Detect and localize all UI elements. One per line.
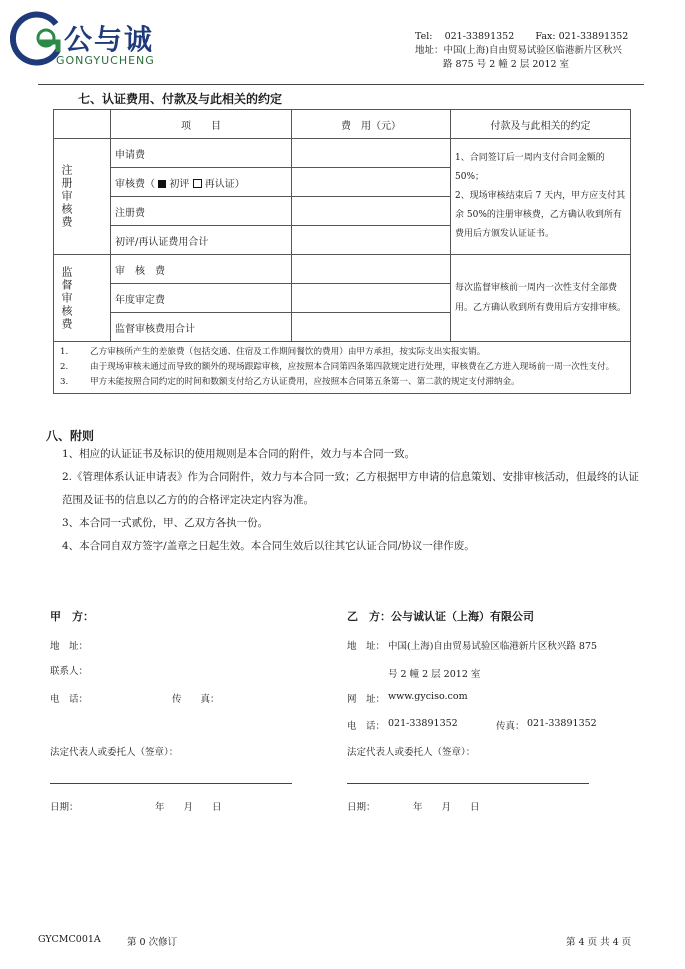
col-fee-header: 费 用（元） [292,110,451,139]
section8-title: 八、附则 [46,429,95,443]
party-b-date-ymd: 年 月 日 [413,802,480,813]
party-b-rep-label: 法定代表人或委托人（签章）： [347,747,476,758]
party-b-address-label: 地 址： [347,641,386,652]
note-2: 2. 由于现场审核未通过而导致的额外的现场跟踪审核，应按照本合同第四条第四款规定进行处理，审核费在乙方进入现场前一周一次性支付。 [60,362,615,372]
section8-list [62,443,642,558]
fee-row-annual: 年度审定费 [111,284,292,313]
fee-table [53,109,631,394]
col-terms-header: 付款及与此相关的约定 [451,110,631,139]
footer-revision: 第 0 次修订 [127,937,178,948]
audit-opt-initial: 初评 [169,178,190,190]
group1-label: 注册审核费 [60,164,73,229]
party-b-address-1: 中国(上海)自由贸易试验区临港新片区秋兴路 875 [388,641,598,652]
fee-input-registration[interactable] [292,197,451,226]
col-item-header: 项 目 [111,110,292,139]
logo [10,10,170,70]
fee-input-group2-total[interactable] [292,313,451,342]
audit-opt-recert: 再认证） [204,178,245,190]
group1-terms-2: 2、现场审核结束后 7 天内，甲方应支付其余 50%的注册审核费，乙方确认收到所有费用后方颁发认证证书。 [455,191,626,239]
party-a-contact-label: 联系人： [50,666,89,677]
attach-item-3: 3、本合同一式贰份，甲、乙双方各执一份。 [62,517,269,529]
group1-terms [451,139,631,255]
fee-input-application[interactable] [292,139,451,168]
party-b-web[interactable]: www.gyciso.com [388,691,468,702]
checkbox-checked-icon[interactable] [158,180,166,188]
fee-input-surveillance[interactable] [292,255,451,284]
tel-label: Tel: [415,31,433,42]
fee-notes [54,342,631,394]
party-b-fax: 021-33891352 [527,718,597,729]
party-b-signature-line[interactable] [347,783,589,784]
party-a-fax-label: 传 真： [172,694,220,705]
fax-label: Fax: [535,31,556,42]
section7-title: 七、认证费用、付款及与此相关的约定 [78,92,283,106]
party-b-phone: 021-33891352 [388,718,458,729]
header-contact [415,30,628,44]
party-a-address-label: 地 址： [50,641,89,652]
group2-terms: 每次监督审核前一周内一次性支付全部费用。乙方确认收到所有费用后方安排审核。 [451,255,631,342]
party-a-title: 甲 方： [50,610,94,623]
party-b-title: 乙 方：公与诚认证（上海）有限公司 [347,610,534,623]
fee-row-application: 申请费 [111,139,292,168]
party-b-phone-label: 电 话： [347,721,386,732]
party-b-date-label: 日期： [347,802,376,813]
party-a-date-ymd: 年 月 日 [155,802,222,813]
attach-item-1: 1、相应的认证证书及标识的使用规则是本合同的附件，效力与本合同一致。 [62,448,416,460]
fee-row-surveillance: 审 核 费 [111,255,292,284]
fee-input-audit[interactable] [292,168,451,197]
tel-value: 021-33891352 [444,31,515,42]
group2-label: 监督审核费 [60,265,73,331]
group1-terms-1: 1、合同签订后一周内支付合同金额的 50%； [455,153,605,182]
fee-row-audit [111,168,292,197]
fee-row-group2-total: 监督审核费用合计 [111,313,292,342]
party-b-fax-label: 传真： [496,721,525,732]
fee-input-group1-total[interactable] [292,226,451,255]
party-a-date-label: 日期： [50,802,79,813]
party-a-rep-label: 法定代表人或委托人（签章）： [50,747,179,758]
group2-label-cell [54,255,111,342]
logo-cn-text: 公与诚 [64,23,155,56]
logo-en-text: GONGYUCHENG [56,54,155,67]
note-1: 1. 乙方审核所产生的差旅费（包括交通、住宿及工作期间餐饮的费用）由甲方承担，按实际支出实报实销。 [60,347,486,357]
fax-value: 021-33891352 [558,31,629,42]
note-3: 3. 甲方未能按照合同约定的时间和数额支付给乙方认证费用，应按照本合同第五条第一、第二款的规定支付滞纳金。 [60,377,520,387]
group1-label-cell [54,139,111,255]
header-address-2: 路 875 号 2 幢 2 层 2012 室 [443,59,570,70]
attach-item-4: 4、本合同自双方签字/盖章之日起生效。本合同生效后以往其它认证合同/协议一律作废。 [62,540,475,552]
checkbox-unchecked-icon[interactable] [193,179,202,188]
header-address-1: 地址：中国(上海)自由贸易试验区临港新片区秋兴 [415,45,622,56]
party-b-address-2: 号 2 幢 2 层 2012 室 [388,669,481,680]
footer-page: 第 4 页 共 4 页 [566,937,632,948]
fee-row-group1-total: 初评/再认证费用合计 [111,226,292,255]
audit-fee-label: 审核费（ [115,178,155,190]
party-b-web-label: 网 址： [347,694,386,705]
party-a-phone-label: 电 话： [50,694,89,705]
fee-row-registration: 注册费 [111,197,292,226]
attach-item-2: 2.《管理体系认证申请表》作为合同附件，效力与本合同一致；乙方根据甲方申请的信息策划、安排审核活动，但最终的认证范围及证书的信息以乙方的的合格评定决定内容为准。 [62,471,640,506]
fee-input-annual[interactable] [292,284,451,313]
party-a-signature-line[interactable] [50,783,292,784]
footer-code: GYCMC001A [38,934,101,945]
header-rule [38,84,644,85]
